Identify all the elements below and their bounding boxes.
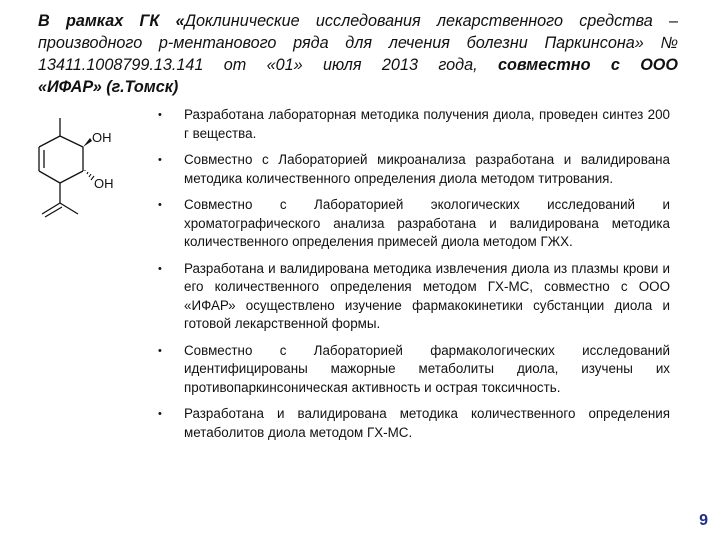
slide-header — [38, 10, 678, 98]
results-list — [150, 106, 670, 450]
bullet-icon: • — [158, 109, 162, 121]
list-item: • Совместно с Лабораторией экологических исследований и хроматографического анализа разработана и валидирована методика количественного определения примесей диола методом ГЖХ. — [158, 197, 670, 249]
list-item: • Разработана лабораторная методика получения диола, проведен синтез 200 г вещества. — [158, 107, 670, 141]
header-line-2: производного р-ментанового ряда для лечения болезни Паркинсона» № — [38, 34, 678, 52]
list-item: • Совместно с Лабораторией фармакологических исследований идентифицированы мажорные метаболиты диола, изучены их противопаркинсоническая активность и острая токсичность. — [158, 342, 670, 395]
bullet-icon: • — [158, 262, 162, 275]
bullet-icon: • — [158, 154, 162, 166]
oh-label-2: OH — [94, 176, 114, 191]
list-item: • Совместно с Лабораторией микроанализа разработана и валидирована методика количественного определения диола методом титрования. — [158, 152, 670, 186]
page-number: 9 — [699, 512, 708, 529]
oh-label-1: OH — [92, 130, 112, 145]
bullet-icon: • — [158, 199, 162, 211]
header-line-4: «ИФАР» (г.Томск) — [38, 78, 179, 96]
diol-structure-diagram — [30, 100, 140, 230]
list-item: • Разработана и валидирована методика количественного определения метаболитов диола методом ГХ-МС. — [158, 406, 670, 440]
header-line-1: В рамках ГК «Доклинические исследования лекарственного средства – — [38, 12, 678, 30]
bullet-icon: • — [158, 408, 162, 420]
list-item: • Разработана и валидирована методика извлечения диола из плазмы крови и его количественного определения методом ГХ-МС, совместно с ООО «ИФАР» осуществлено изучение фармакокинетики субстанции диола и готовой лекарственной формы. — [158, 260, 670, 331]
header-line-3: 13411.1008799.13.141 от «01» июля 2013 года, совместно с ООО — [38, 56, 678, 74]
bullet-icon: • — [158, 344, 162, 357]
